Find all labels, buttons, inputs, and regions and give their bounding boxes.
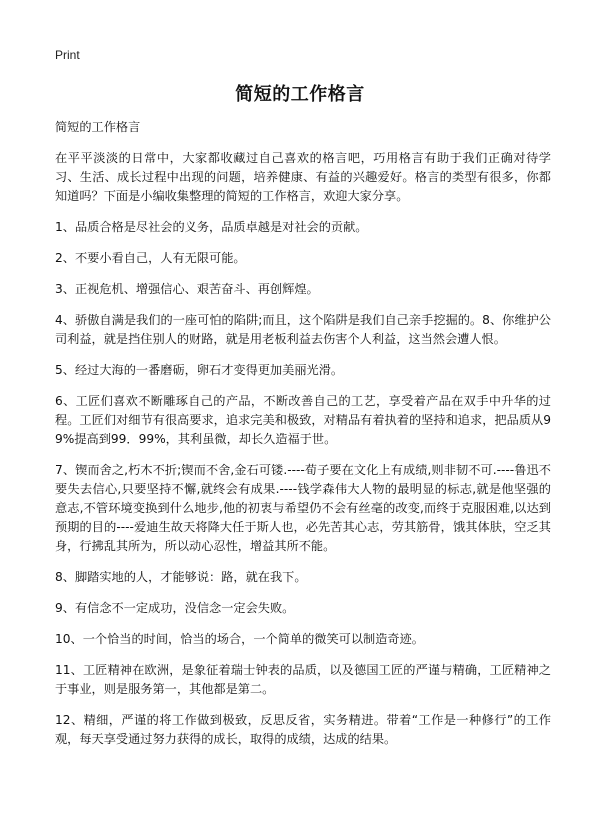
list-item: 4、骄傲自满是我们的一座可怕的陷阱;而且，这个陷阱是我们自己亲手挖掘的。8、你维护公司利益，就是挡住别人的财路，就是用老板利益去伤害个人利益，这当然会遭人恨。 (55, 313, 551, 346)
list-item: 5、经过大海的一番磨砺，卵石才变得更加美丽光滑。 (55, 363, 344, 377)
intro-paragraph: 在平平淡淡的日常中，大家都收藏过自己喜欢的格言吧，巧用格言有助于我们正确对待学习、生活、成长过程中出现的问题，培养健康、有益的兴趣爱好。格言的类型有很多，你都知道吗？下面是小编收集整理的简短的工作格言，欢迎大家分享。 (55, 151, 551, 203)
list-item: 11、工匠精神在欧洲，是象征着瑞士钟表的品质，以及德国工匠的严谨与精确，工匠精神之于事业，则是服务第一，其他都是第二。 (55, 663, 551, 696)
page-title: 简短的工作格言 (235, 84, 365, 105)
print-link[interactable]: Print (55, 48, 80, 62)
list-item: 1、品质合格是尽社会的义务，品质卓越是对社会的贡献。 (55, 220, 368, 234)
list-item: 7、锲而舍之,朽木不折;锲而不舍,金石可镂.----荀子要在文化上有成绩,则非韧不可.----鲁迅不要失去信心,只要坚持不懈,就终会有成果.----钱学森伟大人物的最明显的标志,就是他坚强的意志,不管环境变换到什么地步,他的初衷与希望仍不会有丝毫的改变,而终于克服困难,以达到预期的目的----爱迪生故天将降大任于斯人也，必先苦其心志，劳其筋骨，饿其体肤，空乏其身，行拂乱其所为，所以动心忍性，增益其所不能。 (55, 463, 551, 553)
list-item: 12、精细，严谨的将工作做到极致，反思反省，实务精进。带着“工作是一种修行”的工作观，每天享受通过努力获得的成长，取得的成绩，达成的结果。 (55, 713, 551, 746)
article-subtitle: 简短的工作格言 (55, 120, 141, 134)
list-item: 6、工匠们喜欢不断雕琢自己的产品，不断改善自己的工艺，享受着产品在双手中升华的过程。工匠们对细节有很高要求，追求完美和极致，对精品有着执着的坚持和追求，把品质从99%提高到99．99%，其利虽微，却长久造福于世。 (55, 394, 551, 446)
article-body (55, 118, 551, 761)
list-item: 8、脚踏实地的人，才能够说：路，就在我下。 (55, 570, 307, 584)
list-item: 9、有信念不一定成功，没信念一定会失败。 (55, 601, 295, 615)
list-item: 3、正视危机、增强信心、艰苦奋斗、再创辉煌。 (55, 282, 319, 296)
list-item: 2、不要小看自己，人有无限可能。 (55, 251, 246, 265)
list-item: 10、一个恰当的时间，恰当的场合，一个简单的微笑可以制造奇迹。 (55, 632, 424, 646)
